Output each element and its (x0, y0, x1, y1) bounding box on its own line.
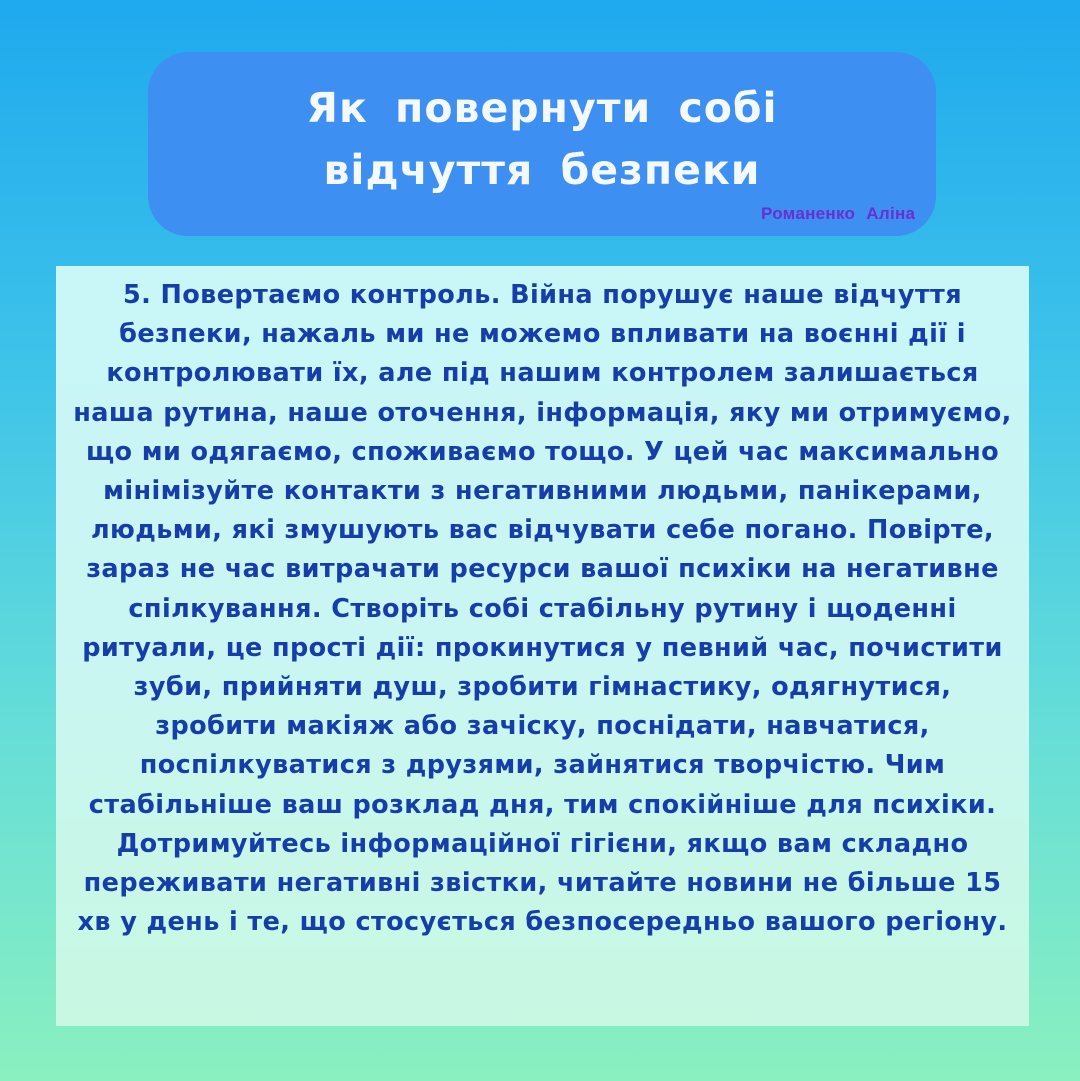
body-paragraph: 5. Повертаємо контроль. Війна порушує наше відчуття безпеки, нажаль ми не можемо впливати на воєнні дії і контролювати їх, але під нашим контролем залишається наша рутина, наше оточення, інформація, яку ми отримуємо, що ми одягаємо, споживаємо тощо. У цей час максимально мінімізуйте контакти з негативними людьми, панікерами, людьми, які змушують вас відчувати себе погано. Повірте, зараз не час витрачати ресурси вашої психіки на негативне спілкування. Створіть собі стабільну рутину і щоденні ритуали, це прості дії: прокинутися у певний час, почистити зуби, прийняти душ, зробити гімнастику, одягнутися, зробити макіяж або зачіску, поснідати, навчатися, поспілкуватися з друзями, зайнятися творчістю. Чим стабільніше ваш розклад дня, тим спокійніше для психіки. Дотримуйтесь інформаційної гігієни, якщо вам складно переживати негативні звістки, читайте новини не більше 15 хв у день і те, що стосується безпосередньо вашого регіону. (73, 280, 1012, 938)
author-name: Романенко Аліна (761, 204, 916, 223)
page-title: Як повернути собі відчуття безпеки (306, 84, 778, 194)
content-panel (56, 266, 1029, 1026)
